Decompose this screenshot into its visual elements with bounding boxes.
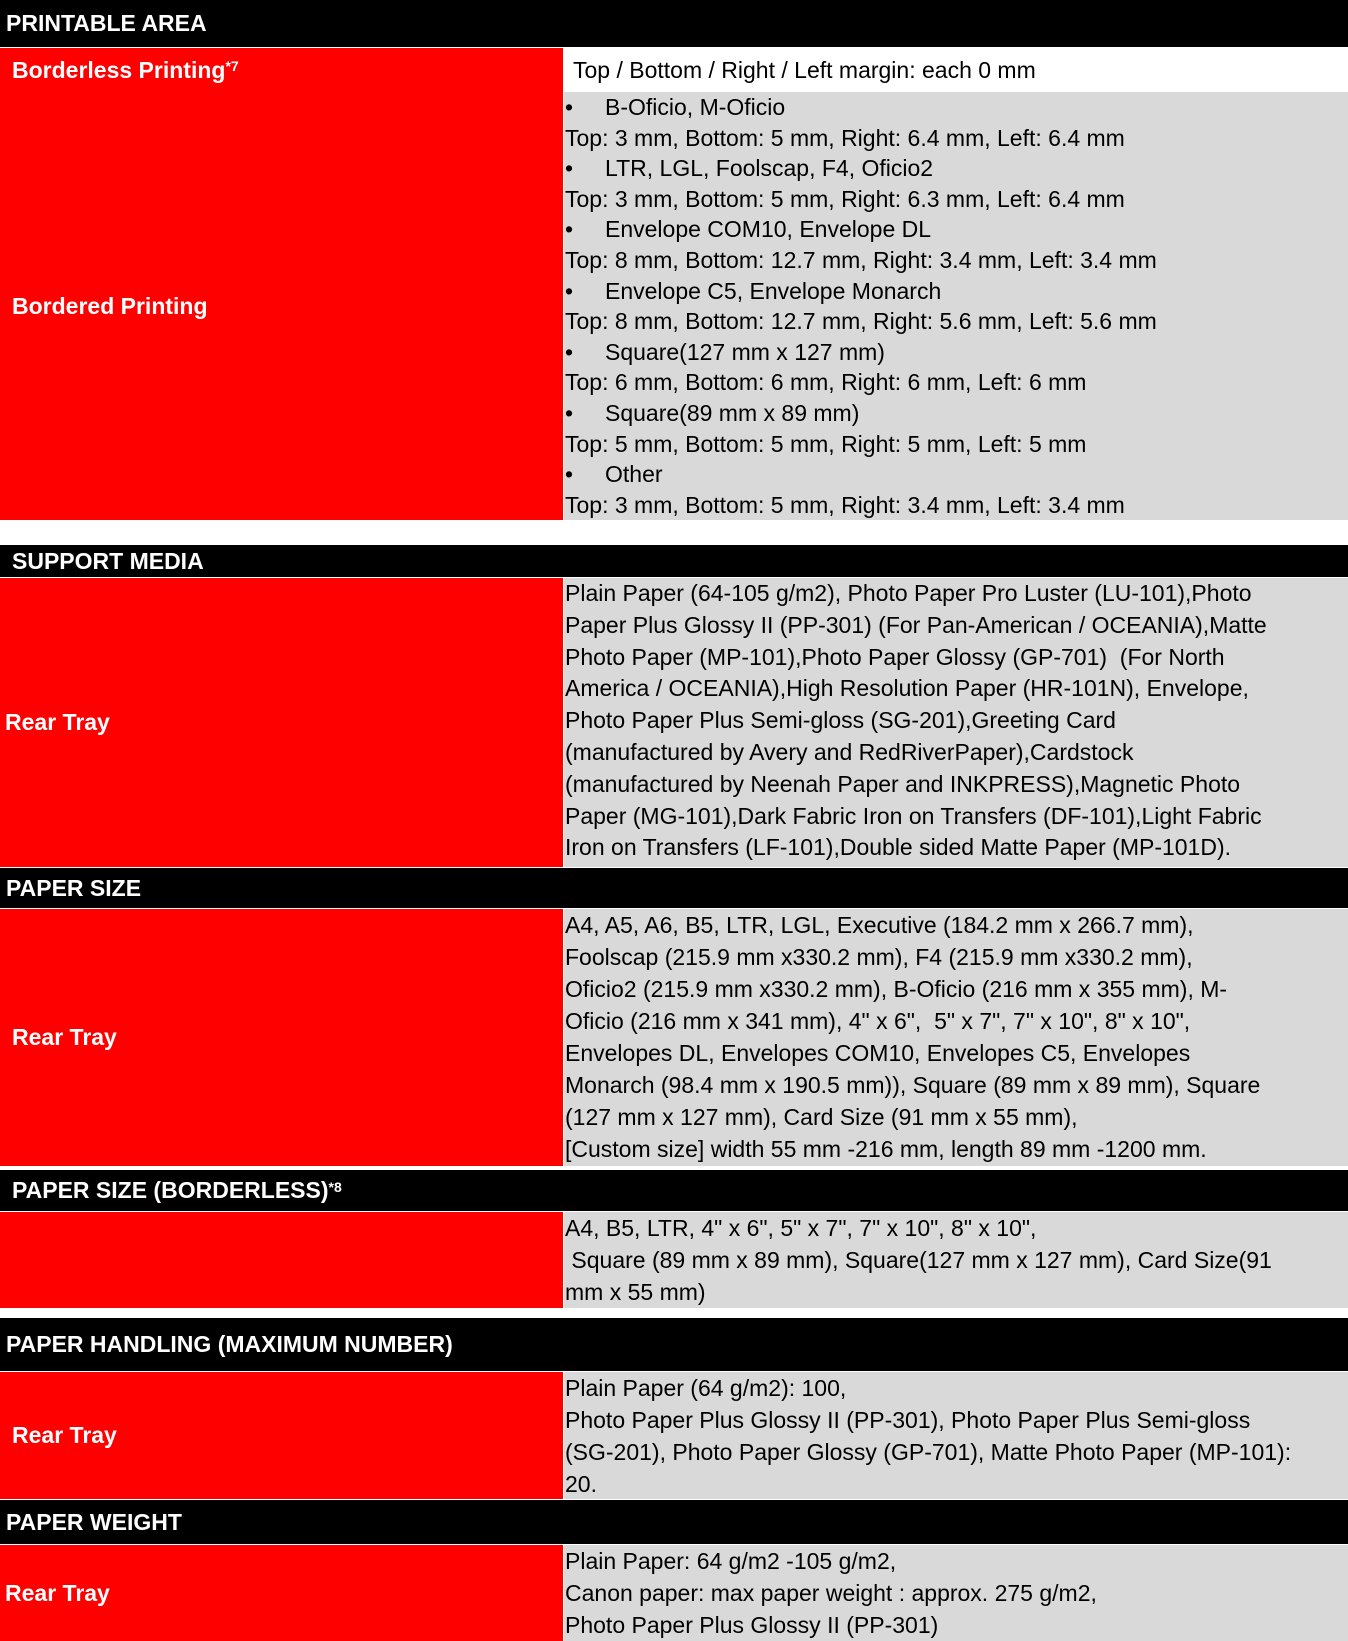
media-item: • B-Oficio, M-Oficio	[565, 94, 786, 120]
row-value: Plain Paper (64 g/m2): 100, Photo Paper Plus Glossy II (PP-301), Photo Paper Plus Semi-gloss (SG-201), Photo Paper Glossy (GP-701), Matte Photo Paper (MP-101): 20.	[564, 1372, 1348, 1499]
row-label-text: Rear Tray	[12, 1422, 117, 1448]
row-label	[0, 1212, 563, 1308]
spec-row-support-media-rear-tray	[0, 578, 1348, 867]
margin-line: Top: 6 mm, Bottom: 6 mm, Right: 6 mm, Left: 6 mm	[565, 369, 1087, 396]
row-label	[0, 92, 563, 520]
spec-row-paper-size-rear-tray	[0, 909, 1348, 1166]
spec-row-bordered-printing	[0, 92, 1348, 520]
section-title: PAPER WEIGHT	[6, 1508, 182, 1535]
media-item: • LTR, LGL, Foolscap, F4, Oficio2	[565, 155, 934, 182]
section-title: SUPPORT MEDIA	[12, 547, 204, 574]
section-title: PAPER SIZE (BORDERLESS)	[12, 1177, 329, 1203]
section-header-paper-size-borderless	[0, 1170, 1348, 1211]
section-header-printable-area	[0, 0, 1348, 47]
row-label	[0, 1372, 563, 1499]
spec-row-paper-weight-rear-tray	[0, 1545, 1348, 1641]
row-label-text: Rear Tray	[12, 1024, 117, 1050]
spec-row-paper-size-borderless	[0, 1212, 1348, 1308]
row-value	[564, 48, 1348, 92]
footnote-mark: *8	[328, 1178, 342, 1195]
media-item: • Square(89 mm x 89 mm)	[565, 399, 860, 426]
margin-line: Top: 3 mm, Bottom: 5 mm, Right: 6.3 mm, Left: 6.4 mm	[565, 185, 1125, 212]
row-label-text: Borderless Printing	[12, 56, 226, 83]
media-item: • Envelope C5, Envelope Monarch	[565, 277, 942, 304]
spec-row-borderless-printing	[0, 48, 1348, 92]
section-header-paper-size	[0, 868, 1348, 908]
row-value: A4, B5, LTR, 4" x 6", 5" x 7", 7" x 10", 8" x 10", Square (89 mm x 89 mm), Square(127 mm x 127 mm), Card Size(91 mm x 55 mm)	[564, 1212, 1348, 1308]
row-label	[0, 578, 563, 867]
margin-line: Top: 5 mm, Bottom: 5 mm, Right: 5 mm, Left: 5 mm	[565, 430, 1087, 457]
row-value: Plain Paper: 64 g/m2 -105 g/m2, Canon paper: max paper weight : approx. 275 g/m2, Photo Paper Plus Glossy II (PP-301)	[564, 1545, 1348, 1641]
media-item: • Other	[565, 461, 663, 488]
margin-line: Top: 8 mm, Bottom: 12.7 mm, Right: 3.4 mm, Left: 3.4 mm	[565, 246, 1157, 273]
section-header-support-media	[0, 545, 1348, 577]
row-value: A4, A5, A6, B5, LTR, LGL, Executive (184.2 mm x 266.7 mm), Foolscap (215.9 mm x330.2 mm), F4 (215.9 mm x330.2 mm), Oficio2 (215.9 mm x330.2 mm), B-Oficio (216 mm x 355 mm), M- Oficio (216 mm x 341 mm), 4" x 6", 5" x 7", 7" x 10", 8" x 10", Envelopes DL, Envelopes COM10, Envelopes C5, Envelopes Monarch (98.4 mm x 190.5 mm)), Square (89 mm x 89 mm), Square (127 mm x 127 mm), Card Size (91 mm x 55 mm), [Custom size] width 55 mm -216 mm, length 89 mm -1200 mm.	[564, 909, 1348, 1166]
margin-line: Top: 3 mm, Bottom: 5 mm, Right: 6.4 mm, Left: 6.4 mm	[565, 124, 1125, 151]
row-value: Plain Paper (64-105 g/m2), Photo Paper Pro Luster (LU-101),Photo Paper Plus Glossy II (PP-301) (For Pan-American / OCEANIA),Matte Photo Paper (MP-101),Photo Paper Glossy (GP-701) (For North America / OCEANIA),High Resolution Paper (HR-101N), Envelope, Photo Paper Plus Semi-gloss (SG-201),Greeting Card (manufactured by Avery and RedRiverPaper),Cardstock (manufactured by Neenah Paper and INKPRESS),Magnetic Photo Paper (MG-101),Dark Fabric Iron on Transfers (DF-101),Light Fabric Iron on Transfers (LF-101),Double sided Matte Paper (MP-101D).	[564, 578, 1348, 867]
row-label	[0, 48, 563, 92]
row-label	[0, 909, 563, 1166]
row-label	[0, 1545, 563, 1641]
section-title: PRINTABLE AREA	[6, 10, 207, 36]
section-title: PAPER SIZE	[6, 874, 142, 901]
media-item: • Envelope COM10, Envelope DL	[565, 216, 932, 243]
margin-line: Top: 3 mm, Bottom: 5 mm, Right: 3.4 mm, Left: 3.4 mm	[565, 491, 1125, 518]
section-title: PAPER HANDLING (MAXIMUM NUMBER)	[6, 1331, 453, 1357]
media-item: • Square(127 mm x 127 mm)	[565, 338, 885, 365]
margin-line: Top: 8 mm, Bottom: 12.7 mm, Right: 5.6 mm, Left: 5.6 mm	[565, 308, 1157, 335]
row-label-text: Rear Tray	[5, 1579, 110, 1606]
footnote-mark: *7	[225, 58, 239, 74]
row-label-text: Rear Tray	[5, 709, 110, 735]
row-label-text: Bordered Printing	[12, 292, 208, 319]
spec-row-paper-handling-rear-tray	[0, 1372, 1348, 1499]
row-value-text: Top / Bottom / Right / Left margin: each 0 mm	[573, 57, 1036, 83]
section-header-paper-handling	[0, 1318, 1348, 1371]
section-header-paper-weight	[0, 1500, 1348, 1544]
row-value	[564, 92, 1348, 520]
